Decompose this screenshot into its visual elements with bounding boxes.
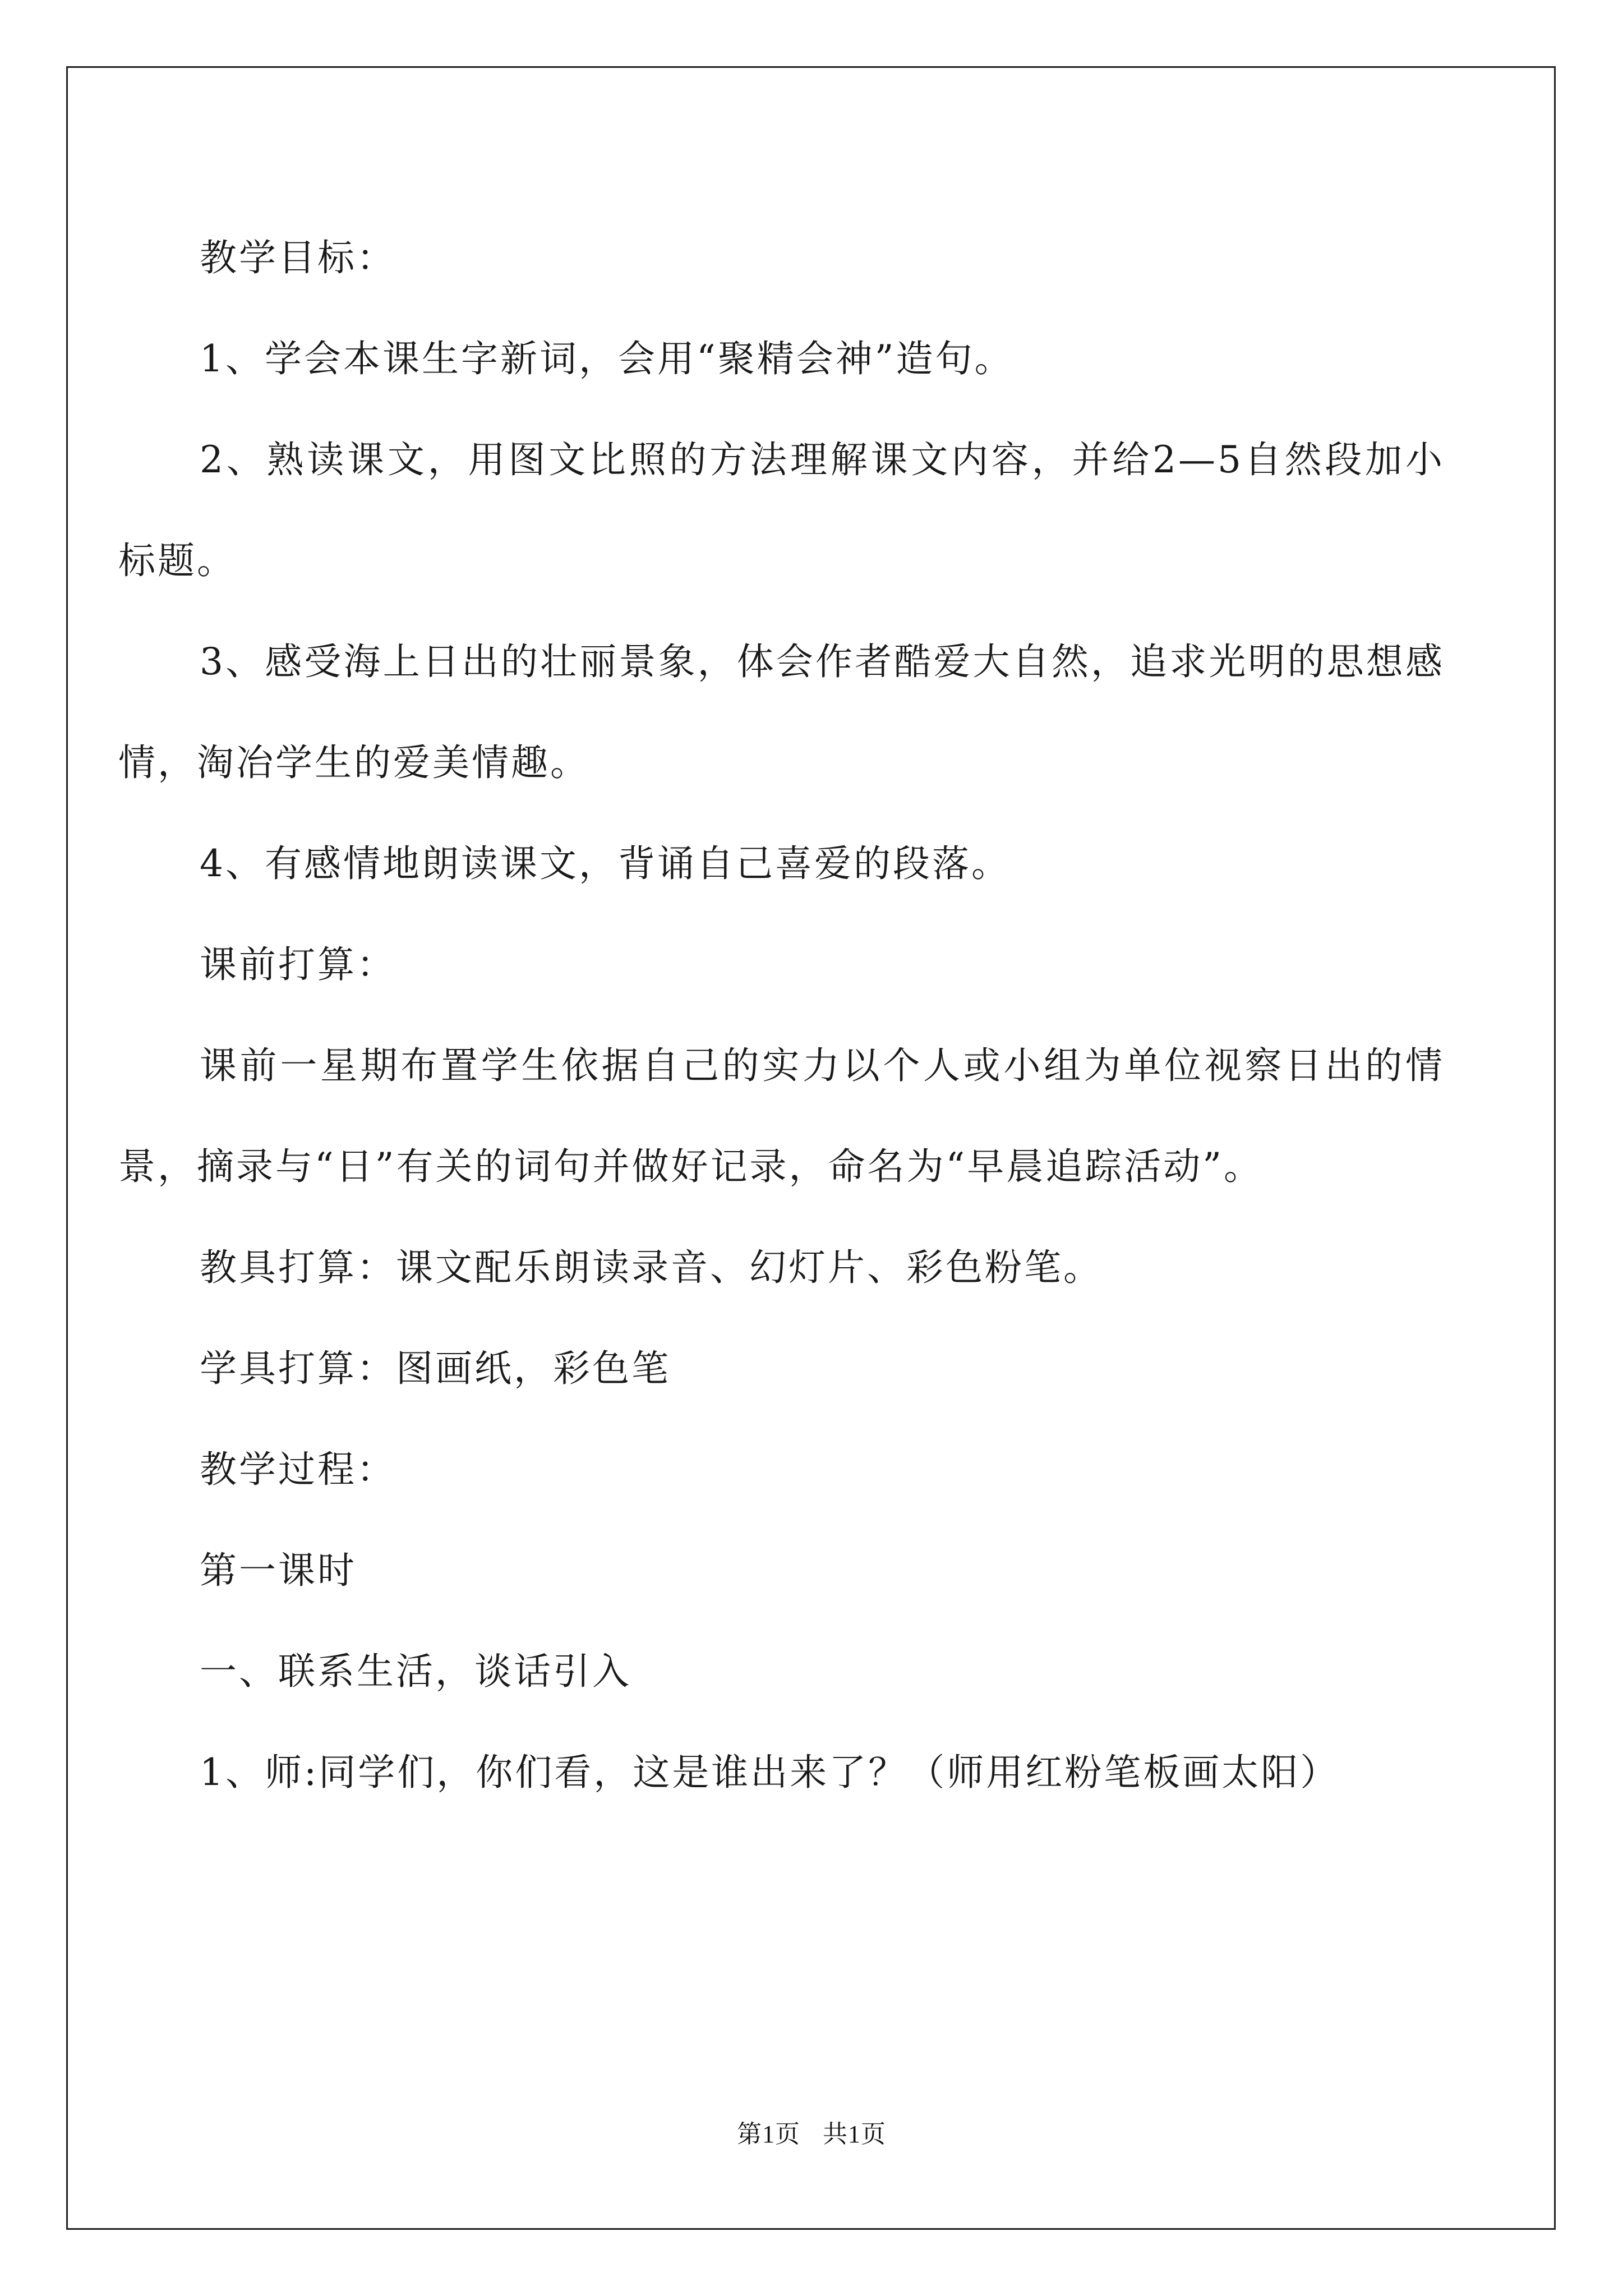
section-one-item-1: 1、师:同学们，你们看，这是谁出来了？（师用红粉笔板画太阳） [200, 1751, 1340, 1794]
document-body [118, 208, 1445, 1823]
page-footer [0, 2114, 1623, 2150]
page-number: 第1页 [737, 2120, 800, 2148]
student-supplies: 学具打算：图画纸，彩色笔 [200, 1347, 671, 1390]
goal-item-2: 2、熟读课文，用图文比照的方法理解课文内容，并给2—5自然段加小标题。 [118, 438, 1445, 582]
preparation-text: 课前一星期布置学生依据自己的实力以个人或小组为单位视察日出的情景，摘录与“日”有关的词句并做好记录，命名为“早晨追踪活动”。 [118, 1044, 1445, 1188]
goal-item-3: 3、感受海上日出的壮丽景象，体会作者酷爱大自然，追求光明的思想感情，淘冶学生的爱美情趣。 [118, 640, 1445, 784]
section-one-title: 一、联系生活，谈话引入 [200, 1650, 631, 1693]
teaching-aids: 教具打算：课文配乐朗读录音、幻灯片、彩色粉笔。 [200, 1246, 1103, 1289]
first-lesson: 第一课时 [200, 1549, 357, 1592]
heading-preparation: 课前打算： [200, 943, 396, 986]
goal-item-4: 4、有感情地朗读课文，背诵自己喜爱的段落。 [200, 842, 1011, 885]
goal-item-1: 1、学会本课生字新词，会用“聚精会神”造句。 [200, 337, 1014, 380]
heading-teaching-goals: 教学目标： [200, 236, 396, 279]
page-total: 共1页 [823, 2120, 886, 2148]
heading-process: 教学过程： [200, 1448, 396, 1491]
